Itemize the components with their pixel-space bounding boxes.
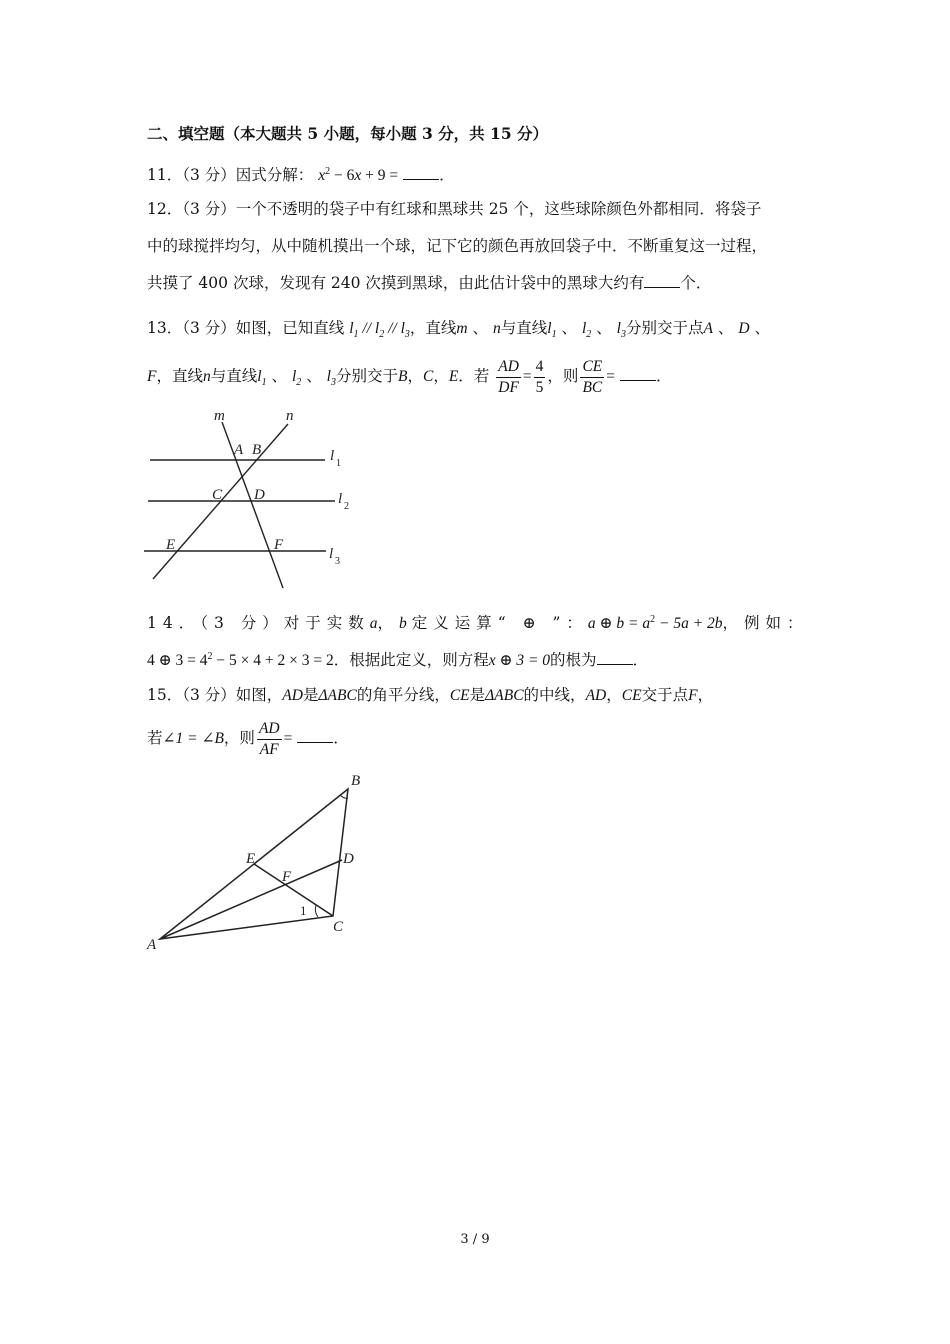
q12-line-1: 12．（3 分）一个不透明的袋子中有红球和黑球共 25 个，这些球除颜色外都相同．将袋子 xyxy=(147,200,762,218)
figure-parallel-lines xyxy=(130,400,370,600)
svg-text:2: 2 xyxy=(344,501,349,512)
svg-text:1: 1 xyxy=(300,903,307,918)
svg-text:m: m xyxy=(214,408,225,424)
svg-text:E: E xyxy=(166,537,176,553)
answer-blank[interactable] xyxy=(597,652,633,665)
svg-text:l: l xyxy=(329,546,334,562)
parallel-lines: $l_1 // l_2 // l_3$ xyxy=(349,320,410,341)
svg-text:C: C xyxy=(333,919,344,935)
page-number: 3 / 9 xyxy=(460,1232,490,1247)
q12-line-2: 中的球搅拌均匀，从中随机摸出一个球，记下它的颜色再放回袋子中．不断重复这一过程， xyxy=(147,237,768,255)
q13-line-2: F，直线n与直线$l_1$ 、 $l_2$ 、 $l_3$分别交于B，C，E．若 $\frac{AD}{DF}$ = $\frac{4}{5}$ ，则 $\frac{CE}{BC}$ = ． xyxy=(147,357,672,396)
svg-text:B: B xyxy=(252,442,262,458)
svg-text:D: D xyxy=(254,487,265,503)
svg-text:l: l xyxy=(338,491,343,507)
q14-line-2: 4 ⊕ $3 = 4^2 - 5 \times 4 + 2 \times 3 = 2$．根据此定义，则方程x ⊕ 3 = 0的根为 ． xyxy=(147,651,649,670)
q15-line-1: 15．（3 分）如图，AD是ΔABC的角平分线，CE是ΔABC的中线，AD，CE交于点F， xyxy=(147,686,714,704)
fraction-ce-bc: $\frac{CE}{BC}$ xyxy=(582,357,603,396)
q15-line-2: 若∠1 = ∠B，则 $\frac{AD}{AF}$ = ． xyxy=(147,719,349,758)
svg-text:A: A xyxy=(234,442,244,458)
q11-text: 因式分解： xyxy=(235,166,314,185)
svg-text:3: 3 xyxy=(335,556,340,567)
answer-blank[interactable] xyxy=(403,167,439,180)
svg-text:C: C xyxy=(212,487,223,503)
answer-blank[interactable] xyxy=(620,368,656,381)
fraction-ad-af: $\frac{AD}{AF}$ xyxy=(258,719,280,758)
q11-score: （3 分） xyxy=(182,166,236,185)
svg-text:D: D xyxy=(343,851,354,867)
q12-line-3: 共摸了 400 次球，发现有 240 次摸到黑球，由此估计袋中的黑球大约有 个． xyxy=(147,274,712,292)
angle-mark-1 xyxy=(315,905,318,917)
fraction-ad-df: $\frac{AD}{DF}$ xyxy=(498,357,519,396)
section-title: 二、填空题（本大题共 5 小题，每小题 3 分，共 15 分） xyxy=(147,124,549,143)
q11-number: 11． xyxy=(147,166,183,185)
svg-text:E: E xyxy=(246,851,256,867)
svg-text:1: 1 xyxy=(336,458,341,469)
q13-line-1: 13．（3 分）如图，已知直线 $l_1 // l_2 // l_3$，直线m 、 n与直线$l_1$ 、 $l_2$ 、 $l_3$分别交于点A 、 D 、 xyxy=(147,319,771,341)
figure-triangle xyxy=(140,765,380,965)
segment-ce xyxy=(254,864,333,916)
q14-line-1: 14．（3 分）对于实数a，b 定义运算“ ⊕ ”：a ⊕ $b = a^2 - 5a + 2b$，例如： xyxy=(147,614,809,633)
answer-blank[interactable] xyxy=(644,275,680,288)
question-11: 11．（3 分）因式分解： $x^2 - 6x + 9$ = ． xyxy=(147,166,455,185)
svg-text:l: l xyxy=(330,448,335,464)
svg-text:n: n xyxy=(286,408,294,424)
svg-text:F: F xyxy=(282,869,292,885)
svg-text:B: B xyxy=(351,773,361,789)
answer-blank[interactable] xyxy=(297,730,333,743)
q11-expression: $x^2 - 6x + 9$ = xyxy=(318,166,399,185)
svg-text:A: A xyxy=(147,937,157,953)
fraction-4-5: $\frac{4}{5}$ xyxy=(535,357,544,396)
svg-text:F: F xyxy=(274,537,284,553)
